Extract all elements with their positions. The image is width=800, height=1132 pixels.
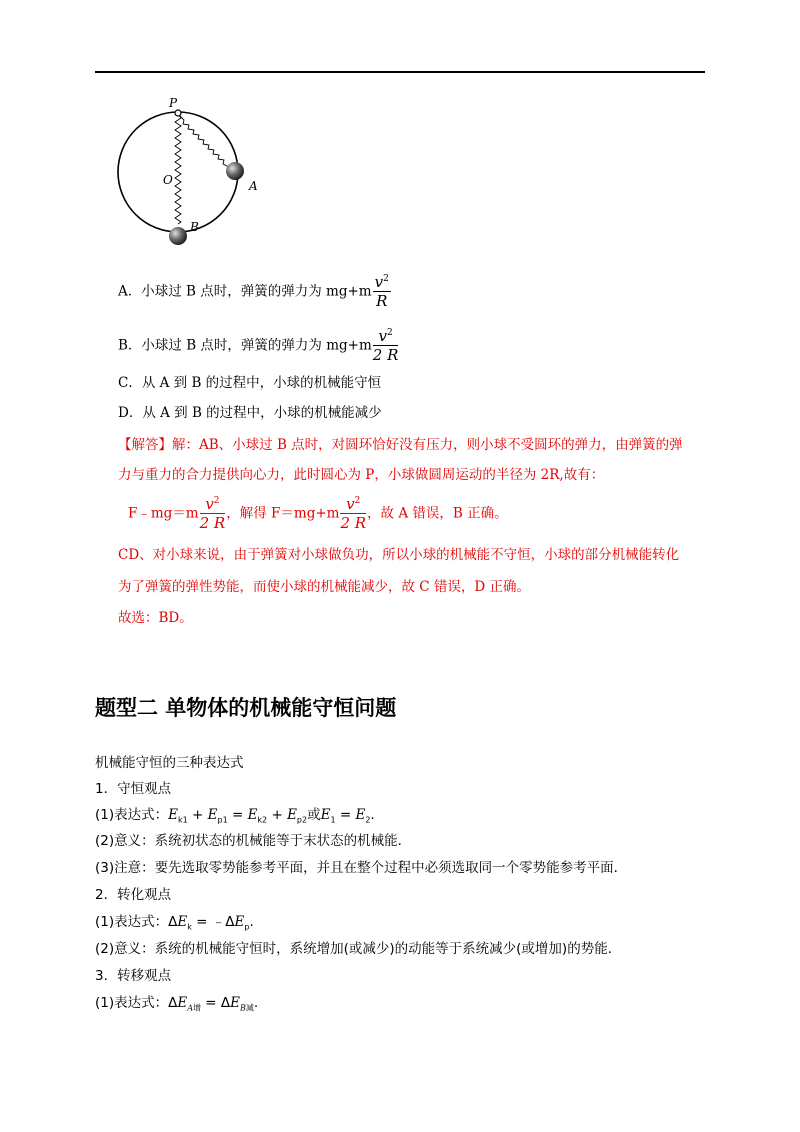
- spring-pb: [175, 114, 181, 224]
- option-d: D．从 A 到 B 的过程中，小球的机械能减少: [118, 405, 382, 421]
- answer-line-1: 【解答】解：AB、小球过 B 点时，对圆环恰好没有压力，则小球不受圆环的弹力，由弹簧的弹: [118, 437, 683, 453]
- eq-fraction-2: $\frac{v^2}{2 R}$: [340, 495, 367, 532]
- point-2-meaning: (2)意义：系统的机械能守恒时，系统增加(或减少)的动能等于系统减少(或增加)的势能．: [95, 941, 622, 957]
- point-3-title: 3．转移观点: [95, 968, 172, 984]
- option-c: C．从 A 到 B 的过程中，小球的机械能守恒: [118, 375, 382, 391]
- point-1-meaning: (2)意义：系统初状态的机械能等于末状态的机械能．: [95, 833, 412, 849]
- option-a-fraction: $\frac{v^2}{R}$: [374, 273, 389, 310]
- point-1-expression: (1)表达式：$E_{k1} + E_{p1} = E_{k2} + E_{p2}$或$E_1 = E_2$.: [95, 807, 375, 825]
- point-1-title: 1．守恒观点: [95, 781, 172, 797]
- section-heading: 题型二 单物体的机械能守恒问题: [95, 696, 397, 720]
- option-a-text: A．小球过 B 点时，弹簧的弹力为 mg+m: [118, 283, 372, 300]
- eq-fraction-1: $\frac{v^2}{2 R}$: [199, 495, 226, 532]
- ball-a: [226, 162, 244, 180]
- ball-b: [169, 227, 187, 245]
- point-2-expression: (1)表达式：$\Delta E_k$ = $﹣\Delta E_p$.: [95, 914, 254, 932]
- point-3-expression: (1)表达式：$\Delta E_{A增} = \Delta E_{B减}$.: [95, 995, 259, 1013]
- label-b: B: [190, 220, 199, 234]
- answer-equation: F﹣mg＝m $\frac{v^2}{2 R}$ ，解得 F＝mg+m $\frac{v^2}{2 R}$ ，故 A 错误，B 正确。: [128, 495, 508, 532]
- answer-line-4: CD、对小球来说，由于弹簧对小球做负功，所以小球的机械能不守恒，小球的部分机械能转化: [118, 547, 680, 563]
- option-b-text: B．小球过 B 点时，弹簧的弹力为 mg+m: [118, 337, 372, 354]
- option-a: [118, 275, 392, 309]
- label-p: P: [169, 96, 178, 110]
- spring-pa: [178, 114, 231, 168]
- pivot-p: [175, 110, 181, 116]
- section-intro: 机械能守恒的三种表达式: [95, 755, 244, 771]
- point-2-title: 2．转化观点: [95, 887, 172, 903]
- answer-line-5: 为了弹簧的弹性势能，而使小球的机械能减少，故 C 错误，D 正确。: [118, 579, 531, 595]
- label-a: A: [249, 179, 258, 193]
- circle-spring-figure: [113, 92, 263, 252]
- option-b-fraction: $\frac{v^2}{2 R}$: [372, 327, 399, 364]
- point-1-note: (3)注意：要先选取零势能参考平面，并且在整个过程中必须选取同一个零势能参考平面．: [95, 860, 628, 876]
- answer-line-6: 故选：BD。: [118, 610, 193, 626]
- label-o: O: [163, 173, 173, 187]
- option-b: [118, 329, 399, 363]
- header-rule: [95, 71, 705, 73]
- answer-line-2: 力与重力的合力提供向心力，此时圆心为 P，小球做圆周运动的半径为 2R,故有：: [118, 467, 605, 483]
